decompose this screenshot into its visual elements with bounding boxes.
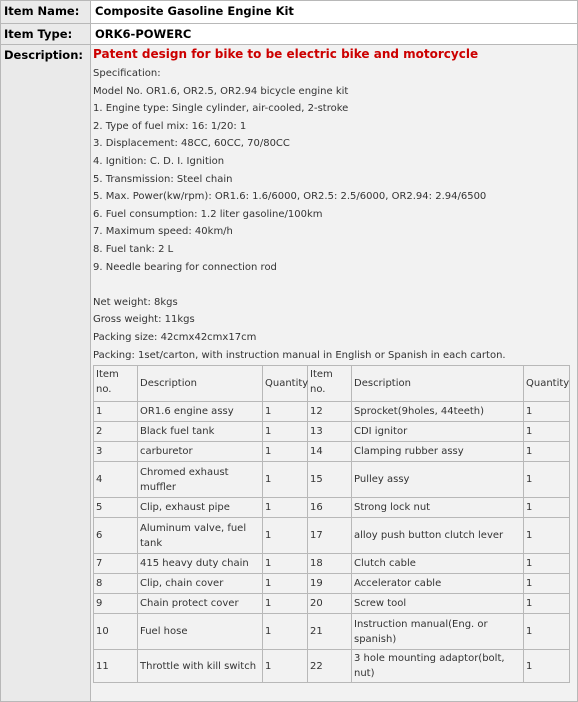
spec-line: 8. Fuel tank: 2 L — [93, 243, 174, 255]
cell-quantity: 1 — [524, 594, 570, 614]
spec-line: 9. Needle bearing for connection rod — [93, 261, 277, 273]
cell-item-no: 14 — [308, 442, 352, 462]
description-row — [1, 45, 578, 702]
header-item-no: Item no. — [308, 366, 352, 402]
spec-line: 4. Ignition: C. D. I. Ignition — [93, 155, 225, 167]
cell-quantity: 1 — [524, 402, 570, 422]
spec-line: 5. Transmission: Steel chain — [93, 173, 233, 185]
cell-quantity: 1 — [263, 650, 308, 683]
table-row — [94, 650, 570, 683]
packing-line: Gross weight: 11kgs — [93, 314, 195, 326]
table-row — [94, 498, 570, 518]
cell-description: Clip, chain cover — [138, 574, 263, 594]
parts-table — [93, 365, 570, 683]
table-row — [94, 594, 570, 614]
table-row — [94, 574, 570, 594]
cell-item-no: 4 — [94, 462, 138, 498]
cell-description: Black fuel tank — [138, 422, 263, 442]
cell-description: Instruction manual(Eng. or spanish) — [352, 614, 524, 650]
cell-description: 3 hole mounting adaptor(bolt, nut) — [352, 650, 524, 683]
cell-description: Chromed exhaust muffler — [138, 462, 263, 498]
cell-description: Strong lock nut — [352, 498, 524, 518]
cell-quantity: 1 — [524, 462, 570, 498]
cell-quantity: 1 — [263, 422, 308, 442]
spec-line: 5. Max. Power(kw/rpm): OR1.6: 1.6/6000, OR2.5: 2.5/6000, OR2.94: 2.94/6500 — [93, 191, 487, 203]
cell-item-no: 5 — [94, 498, 138, 518]
description-headline: Patent design for bike to be electric bike and motorcycle — [93, 47, 479, 61]
cell-description: alloy push button clutch lever — [352, 518, 524, 554]
parts-table-header — [94, 366, 570, 402]
item-name-row — [1, 1, 578, 24]
parts-table-body — [94, 402, 570, 683]
cell-description: Clip, exhaust pipe — [138, 498, 263, 518]
description-cell — [91, 45, 578, 702]
cell-item-no: 17 — [308, 518, 352, 554]
specification-list — [93, 65, 575, 276]
description-label: Description: — [1, 45, 91, 702]
spec-line: 6. Fuel consumption: 1.2 liter gasoline/100km — [93, 208, 323, 220]
cell-quantity: 1 — [524, 554, 570, 574]
cell-quantity: 1 — [524, 614, 570, 650]
header-item-no: Item no. — [94, 366, 138, 402]
spec-line: 2. Type of fuel mix: 16: 1/20: 1 — [93, 120, 247, 132]
cell-item-no: 7 — [94, 554, 138, 574]
cell-description: Clutch cable — [352, 554, 524, 574]
table-row — [94, 462, 570, 498]
cell-description: Aluminum valve, fuel tank — [138, 518, 263, 554]
cell-quantity: 1 — [263, 574, 308, 594]
table-row — [94, 422, 570, 442]
table-row — [94, 402, 570, 422]
cell-quantity: 1 — [263, 594, 308, 614]
cell-item-no: 20 — [308, 594, 352, 614]
packing-line: Net weight: 8kgs — [93, 296, 178, 308]
cell-item-no: 10 — [94, 614, 138, 650]
spec-line: Specification: — [93, 68, 161, 79]
cell-item-no: 21 — [308, 614, 352, 650]
cell-item-no: 12 — [308, 402, 352, 422]
cell-quantity: 1 — [524, 518, 570, 554]
cell-item-no: 6 — [94, 518, 138, 554]
cell-item-no: 13 — [308, 422, 352, 442]
table-row — [94, 614, 570, 650]
item-type-value: ORK6-POWERC — [91, 24, 578, 45]
cell-description: OR1.6 engine assy — [138, 402, 263, 422]
cell-quantity: 1 — [263, 554, 308, 574]
spec-line: Model No. OR1.6, OR2.5, OR2.94 bicycle engine kit — [93, 85, 349, 97]
cell-description: Pulley assy — [352, 462, 524, 498]
cell-quantity: 1 — [263, 518, 308, 554]
table-row — [94, 442, 570, 462]
packing-info — [93, 294, 575, 364]
cell-item-no: 22 — [308, 650, 352, 683]
cell-quantity: 1 — [524, 498, 570, 518]
cell-description: Accelerator cable — [352, 574, 524, 594]
packing-line: Packing: 1set/carton, with instruction manual in English or Spanish in each carton. — [93, 349, 506, 361]
cell-item-no: 3 — [94, 442, 138, 462]
cell-item-no: 9 — [94, 594, 138, 614]
cell-item-no: 18 — [308, 554, 352, 574]
spec-line: 1. Engine type: Single cylinder, air-cooled, 2-stroke — [93, 103, 349, 115]
header-quantity: Quantity — [263, 366, 308, 402]
cell-description: Sprocket(9holes, 44teeth) — [352, 402, 524, 422]
header-quantity: Quantity — [524, 366, 570, 402]
cell-quantity: 1 — [524, 442, 570, 462]
cell-quantity: 1 — [263, 442, 308, 462]
cell-description: Clamping rubber assy — [352, 442, 524, 462]
cell-item-no: 1 — [94, 402, 138, 422]
spacer — [93, 276, 575, 294]
cell-quantity: 1 — [263, 462, 308, 498]
cell-quantity: 1 — [524, 650, 570, 683]
cell-item-no: 11 — [94, 650, 138, 683]
packing-line: Packing size: 42cmx42cmx17cm — [93, 331, 257, 343]
cell-item-no: 8 — [94, 574, 138, 594]
item-type-row — [1, 24, 578, 45]
cell-description: Fuel hose — [138, 614, 263, 650]
cell-quantity: 1 — [263, 614, 308, 650]
table-row — [94, 518, 570, 554]
cell-quantity: 1 — [263, 498, 308, 518]
header-description: Description — [138, 366, 263, 402]
header-description: Description — [352, 366, 524, 402]
cell-description: CDI ignitor — [352, 422, 524, 442]
cell-description: 415 heavy duty chain — [138, 554, 263, 574]
item-name-label: Item Name: — [1, 1, 91, 24]
cell-quantity: 1 — [524, 574, 570, 594]
item-name-value: Composite Gasoline Engine Kit — [91, 1, 578, 24]
cell-description: carburetor — [138, 442, 263, 462]
cell-quantity: 1 — [263, 402, 308, 422]
spec-line: 3. Displacement: 48CC, 60CC, 70/80CC — [93, 138, 290, 150]
cell-quantity: 1 — [524, 422, 570, 442]
cell-description: Throttle with kill switch — [138, 650, 263, 683]
cell-item-no: 2 — [94, 422, 138, 442]
cell-description: Chain protect cover — [138, 594, 263, 614]
table-row — [94, 554, 570, 574]
cell-item-no: 15 — [308, 462, 352, 498]
item-type-label: Item Type: — [1, 24, 91, 45]
cell-item-no: 16 — [308, 498, 352, 518]
cell-item-no: 19 — [308, 574, 352, 594]
cell-description: Screw tool — [352, 594, 524, 614]
spec-line: 7. Maximum speed: 40km/h — [93, 226, 233, 238]
